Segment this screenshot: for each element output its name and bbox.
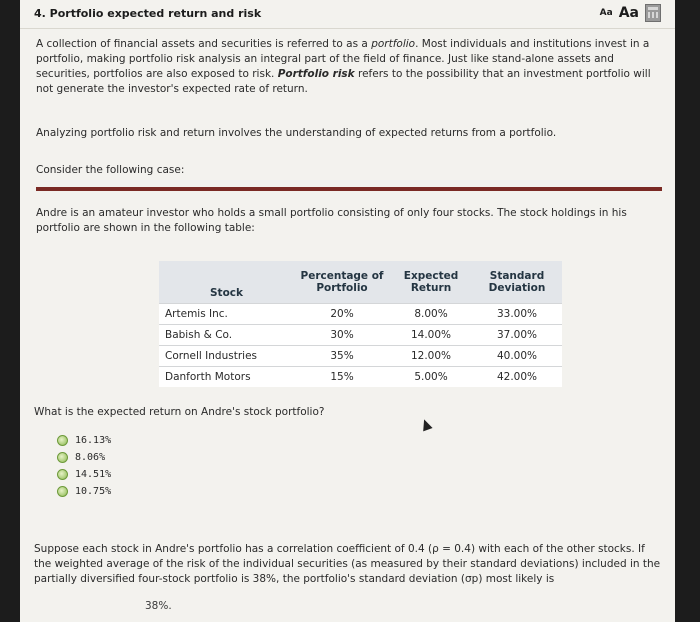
cell-percentage: 35%: [294, 346, 390, 367]
answer-options: [57, 432, 111, 500]
cell-standard-deviation: 42.00%: [472, 367, 562, 388]
header-stock: Stock: [159, 261, 294, 304]
cell-expected-return: 8.00%: [390, 304, 472, 325]
header-percentage: [294, 261, 390, 304]
std-dev-dropdown[interactable]: 38%.: [145, 600, 172, 612]
decrease-font-button[interactable]: Aa: [599, 8, 613, 18]
table-row: [159, 367, 562, 388]
header-tools: [600, 4, 661, 22]
analysis-text: Analyzing portfolio risk and return involves the understanding of expected returns from a portfolio.: [36, 127, 557, 139]
answer-option[interactable]: [57, 432, 111, 449]
answer-option-label: 10.75%: [75, 486, 112, 497]
calculator-icon[interactable]: [645, 4, 661, 22]
section-divider: [36, 187, 662, 191]
cell-expected-return: 14.00%: [390, 325, 472, 346]
analysis-paragraph: [36, 126, 658, 141]
cell-standard-deviation: 33.00%: [472, 304, 562, 325]
cell-standard-deviation: 37.00%: [472, 325, 562, 346]
table-header-row: [159, 261, 562, 304]
table-row: [159, 304, 562, 325]
question-header: [20, 0, 675, 29]
question-title: 4. Portfolio expected return and risk: [34, 7, 262, 20]
header-expected-return: [390, 261, 472, 304]
cell-expected-return: 5.00%: [390, 367, 472, 388]
answer-option-label: 8.06%: [75, 452, 106, 463]
intro-text-b: . Most individuals and institutions invest in a portfolio, making portfolio risk analysis an integral part of the field of finance. Just like stand-alone assets and securities, portfolios are also exposed to risk.: [36, 38, 650, 80]
cell-standard-deviation: 40.00%: [472, 346, 562, 367]
answer-option[interactable]: [57, 483, 111, 500]
correlation-text: Suppose each stock in Andre's portfolio has a correlation coefficient of 0.4 (ρ = 0.4) with each of the other stocks. If the weighted average of the risk of the individual securities (as measured by their standard deviations) included in the partially diversified four-stock portfolio is 38%, the portfolio's standard deviation (σp) most likely is: [34, 543, 661, 585]
case-text: Andre is an amateur investor who holds a small portfolio consisting of only four stocks. The stock holdings in his portfolio are shown in the following table:: [36, 207, 627, 234]
cell-stock: Cornell Industries: [159, 346, 294, 367]
case-paragraph: [36, 206, 658, 236]
cell-stock: Artemis Inc.: [159, 304, 294, 325]
intro-text-a: A collection of financial assets and securities is referred to as a: [36, 38, 372, 50]
cell-percentage: 30%: [294, 325, 390, 346]
mouse-cursor-icon: [419, 418, 432, 432]
answer-option[interactable]: [57, 466, 111, 483]
header-sd-line2: Deviation: [488, 282, 546, 294]
consider-text: Consider the following case:: [36, 164, 185, 176]
header-percentage-line1: Percentage of: [300, 270, 384, 282]
expected-return-question: What is the expected return on Andre's stock portfolio?: [34, 406, 325, 418]
cell-stock: Babish & Co.: [159, 325, 294, 346]
table-row: [159, 325, 562, 346]
header-expected-line1: Expected: [403, 270, 459, 282]
radio-button-icon[interactable]: [57, 486, 68, 497]
cell-expected-return: 12.00%: [390, 346, 472, 367]
radio-button-icon[interactable]: [57, 435, 68, 446]
intro-paragraph: [36, 37, 658, 97]
cell-stock: Danforth Motors: [159, 367, 294, 388]
table-row: [159, 346, 562, 367]
intro-term-portfolio: portfolio: [371, 38, 416, 50]
radio-button-icon[interactable]: [57, 452, 68, 463]
header-percentage-line2: Portfolio: [316, 282, 368, 294]
radio-button-icon[interactable]: [57, 469, 68, 480]
cell-percentage: 20%: [294, 304, 390, 325]
header-expected-line2: Return: [410, 282, 452, 294]
header-standard-deviation: [472, 261, 562, 304]
question-page: [20, 0, 675, 622]
consider-paragraph: [36, 163, 658, 178]
answer-option-label: 14.51%: [75, 469, 112, 480]
answer-option[interactable]: [57, 449, 111, 466]
answer-option-label: 16.13%: [75, 435, 112, 446]
header-sd-line1: Standard: [489, 270, 545, 282]
stock-holdings-table: [159, 261, 562, 387]
increase-font-button[interactable]: Aa: [618, 5, 639, 21]
cell-percentage: 15%: [294, 367, 390, 388]
intro-text-c: refers to the possibility that an investment portfolio will not generate the investor's expected rate of return.: [36, 68, 651, 95]
correlation-paragraph: [34, 542, 664, 587]
intro-term-portfolio-risk: Portfolio risk: [277, 68, 355, 80]
